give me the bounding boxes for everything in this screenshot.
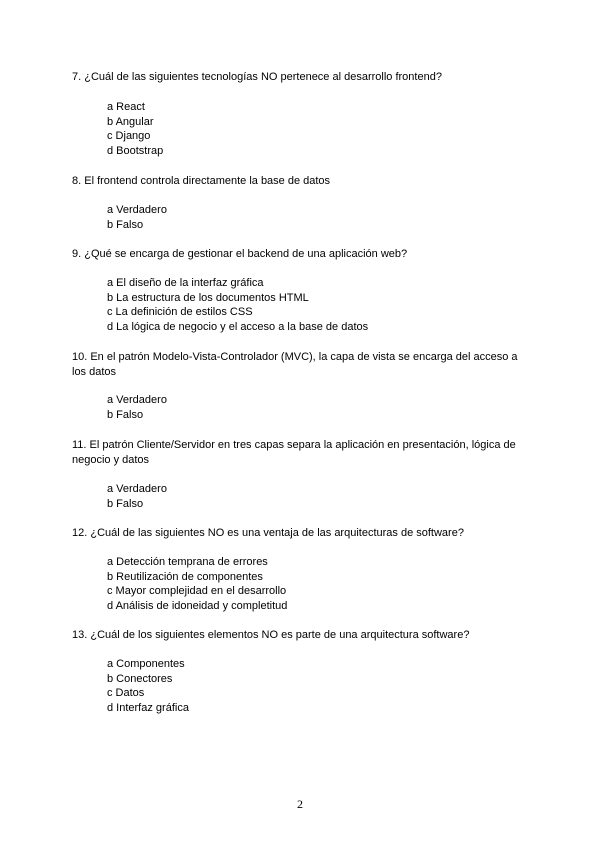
question-8-options	[107, 203, 167, 232]
option-a: a Verdadero	[107, 204, 167, 216]
option-b: b Conectores	[107, 672, 173, 685]
option-a: a El diseño de la interfaz gráfica	[107, 277, 264, 289]
question-7-options	[107, 100, 163, 158]
option-b: b Falso	[107, 408, 144, 421]
option-a: a Verdadero	[107, 483, 167, 495]
option-d: d Análisis de idoneidad y completitud	[107, 599, 288, 612]
question-9-text: 9. ¿Qué se encarga de gestionar el backend de una aplicación web?	[72, 248, 408, 260]
option-c: c Django	[107, 130, 151, 143]
option-a: a Detección temprana de errores	[107, 556, 268, 568]
option-b: b Falso	[107, 218, 144, 231]
option-b: b Angular	[107, 115, 154, 128]
question-11-options	[107, 482, 167, 511]
page-number: 2	[297, 797, 303, 811]
question-9-options	[107, 276, 368, 334]
question-10-text: 10. En el patrón Modelo-Vista-Controlador (MVC), la capa de vista se encarga del acceso a los datos	[72, 351, 518, 378]
option-c: c Mayor complejidad en el desarrollo	[107, 585, 287, 598]
question-8-text: 8. El frontend controla directamente la base de datos	[72, 175, 331, 187]
question-12-text: 12. ¿Cuál de las siguientes NO es una ventaja de las arquitecturas de software?	[72, 527, 464, 539]
option-b: b Falso	[107, 497, 144, 510]
option-c: c Datos	[107, 687, 145, 700]
question-13-text: 13. ¿Cuál de los siguientes elementos NO es parte de una arquitectura software?	[72, 629, 470, 641]
option-b: b Reutilización de componentes	[107, 570, 263, 583]
question-13-options	[107, 657, 189, 715]
option-a: a Verdadero	[107, 394, 167, 406]
option-d: d La lógica de negocio y el acceso a la base de datos	[107, 320, 369, 333]
option-c: c La definición de estilos CSS	[107, 306, 253, 319]
question-7-text: 7. ¿Cuál de las siguientes tecnologías NO pertenece al desarrollo frontend?	[72, 71, 442, 83]
option-a: a Componentes	[107, 658, 185, 670]
option-d: d Bootstrap	[107, 144, 164, 157]
question-10-options	[107, 393, 167, 422]
question-11-text: 11. El patrón Cliente/Servidor en tres capas separa la aplicación en presentación, lógica de negocio y datos	[72, 439, 516, 466]
option-b: b La estructura de los documentos HTML	[107, 291, 309, 304]
option-d: d Interfaz gráfica	[107, 701, 189, 714]
question-12-options	[107, 555, 287, 613]
option-a: a React	[107, 101, 145, 113]
